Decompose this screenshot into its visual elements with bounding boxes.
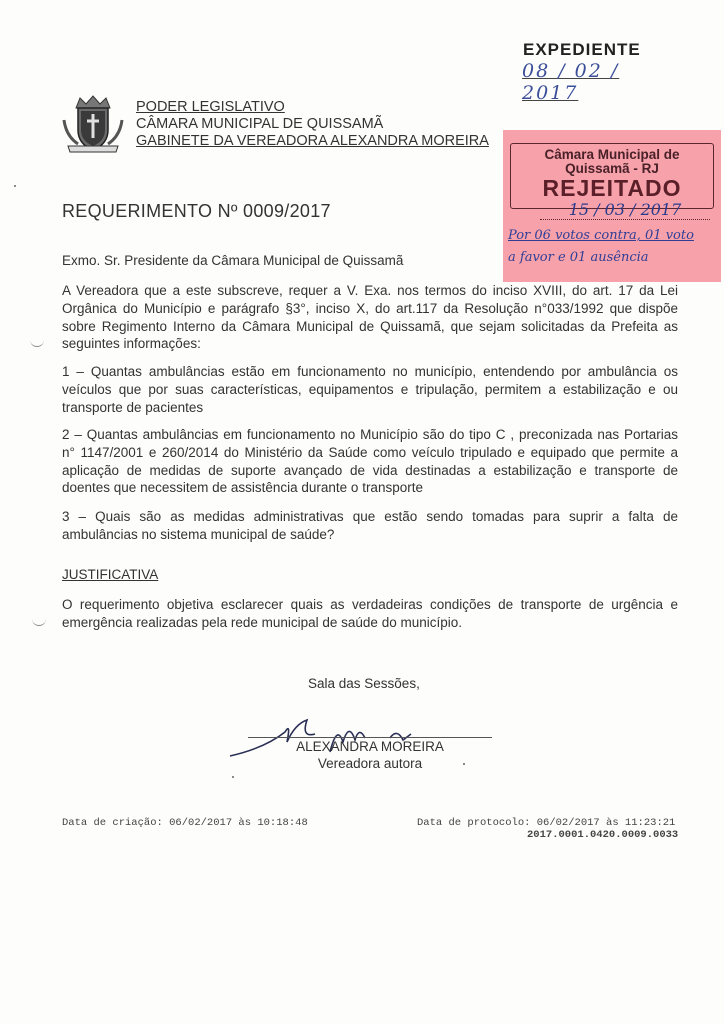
stamp-city-line: Quissamã - RJ — [565, 161, 659, 176]
request-item-1: 1 – Quantas ambulâncias estão em funcionamento no município, entendendo por ambulância os veículos que por suas características, equipamentos e tripulação, permitem a estabilização e ou transporte de pacientes — [62, 364, 678, 415]
request-item-3: 3 – Quais são as medidas administrativas que estão sendo tomadas para suprir a falta de ambulâncias no sistema municipal de saúde? — [62, 509, 678, 542]
creation-date: Data de criação: 06/02/2017 às 10:18:48 — [62, 817, 308, 829]
stamp-status: REJEITADO — [542, 175, 682, 201]
municipal-crest-icon — [60, 90, 126, 156]
protocol-date: Data de protocolo: 06/02/2017 às 11:23:21 — [417, 817, 676, 829]
letterhead-gabinete: GABINETE DA VEREADORA ALEXANDRA MOREIRA — [136, 133, 489, 149]
signature-line — [248, 737, 492, 738]
expediente-label: EXPEDIENTE — [523, 40, 641, 59]
stamp-camara-line: Câmara Municipal de — [544, 147, 680, 162]
closing-line: Sala das Sessões, — [308, 676, 420, 691]
document-title: REQUERIMENTO Nº 0009/2017 — [62, 201, 331, 221]
justification-heading: JUSTIFICATIVA — [62, 567, 159, 582]
stamp-vote-note-1: Por 06 votos contra, 01 voto — [508, 228, 694, 243]
scan-mark — [30, 338, 44, 347]
letterhead-camara: CÂMARA MUNICIPAL DE QUISSAMÃ — [136, 116, 384, 132]
intro-paragraph: A Vereadora que a este subscreve, requer a V. Exa. nos termos do inciso XVIII, do art. 17 da Lei Orgânica do Município e parágrafo §3°, inciso X, do art.117 da Resolução n°033/1992 que dispõe sobre Regimento Interno da Câmara Municipal de Quissamã, que sejam solicitadas da Prefeita as seguintes informações: — [62, 283, 678, 352]
signer-name: ALEXANDRA MOREIRA — [296, 739, 444, 754]
salutation: Exmo. Sr. Presidente da Câmara Municipal de Quissamã — [62, 253, 404, 268]
scan-dot — [463, 763, 465, 765]
stamp-vote-note-2: a favor e 01 ausência — [508, 250, 649, 265]
justification-paragraph: O requerimento objetiva esclarecer quais as verdadeiras condições de transporte de urgência e emergência realizadas pela rede municipal de saúde do município. — [62, 597, 678, 630]
scan-dot — [232, 776, 234, 778]
signer-role: Vereadora autora — [317, 756, 423, 771]
protocol-code: 2017.0001.0420.0009.0033 — [527, 829, 679, 841]
request-item-2: 2 – Quantas ambulâncias em funcionamento no Município são do tipo C , preconizada nas Portarias n° 1147/2001 e 260/2014 do Ministério da Saúde como veículo tripulado e equipado que permite a aplicação de medidas de suporte avançado de vida destinadas a estabilização e transporte de doentes que necessitem de assistência durante o transporte — [62, 427, 678, 496]
scan-mark — [32, 617, 46, 626]
stamp-date: 15 / 03 / 2017 — [540, 200, 710, 220]
letterhead-poder-legislativo: PODER LEGISLATIVO — [136, 99, 285, 115]
expediente-date: 08 / 02 / 2017 — [522, 60, 620, 104]
scan-dot — [14, 185, 16, 187]
